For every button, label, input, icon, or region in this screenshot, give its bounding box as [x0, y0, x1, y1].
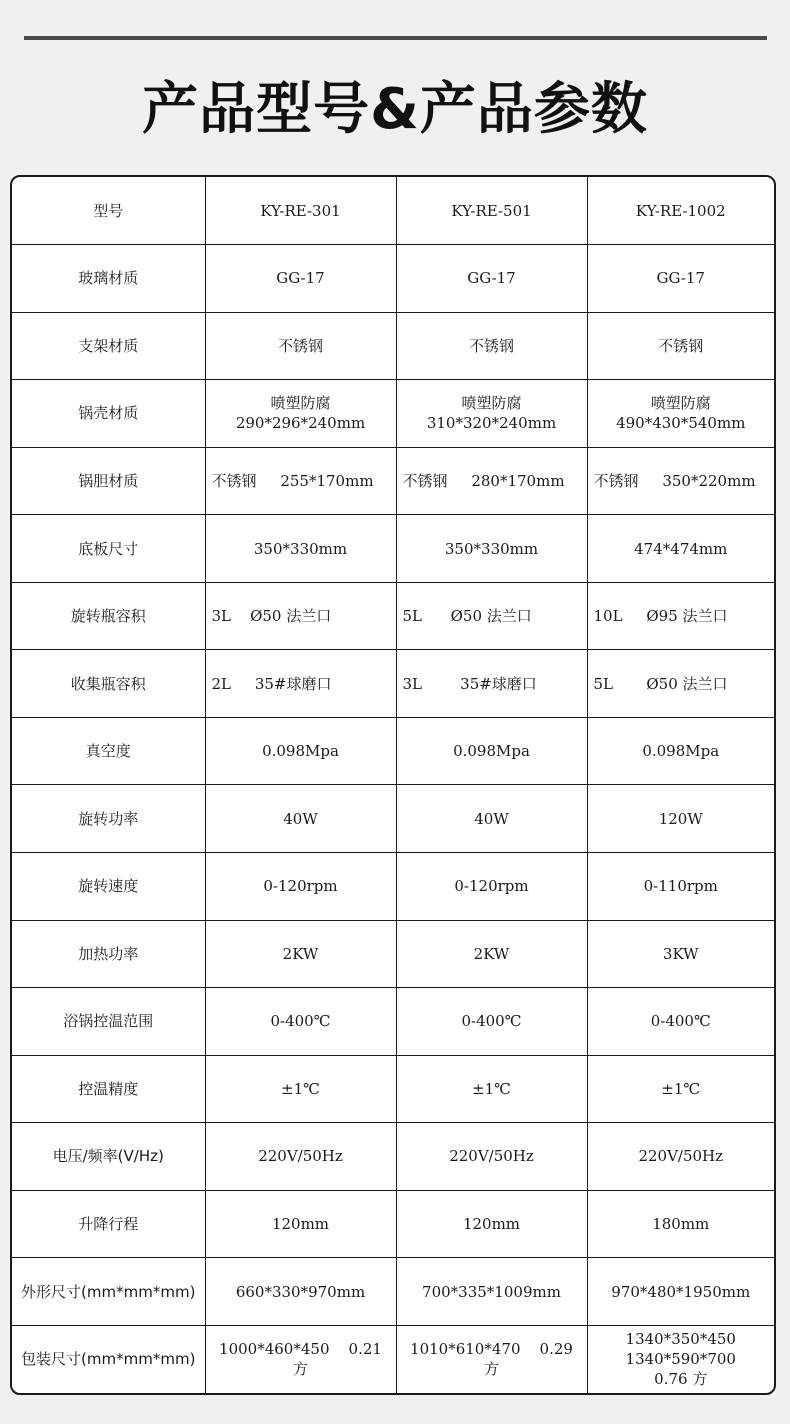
table-row — [12, 988, 774, 1056]
table-cell: 120W — [587, 785, 774, 853]
table-cell: 0.098Mpa — [205, 717, 396, 785]
table-row — [12, 785, 774, 853]
table-cell: 220V/50Hz — [205, 1123, 396, 1191]
table-cell: 2KW — [205, 920, 396, 988]
spec-table-body — [12, 177, 774, 1393]
table-row — [12, 515, 774, 583]
row-label: 包装尺寸(mm*mm*mm) — [12, 1325, 205, 1393]
row-label: 型号 — [12, 177, 205, 245]
cell-line: 490*430*540mm — [616, 414, 746, 433]
table-cell: 不锈钢 280*170mm — [396, 447, 587, 515]
table-cell: 0.098Mpa — [587, 717, 774, 785]
table-cell: 0.098Mpa — [396, 717, 587, 785]
table-cell: 0-120rpm — [396, 852, 587, 920]
table-row — [12, 717, 774, 785]
table-cell: 不锈钢 350*220mm — [587, 447, 774, 515]
table-row — [12, 177, 774, 245]
cell-line: 1340*350*450 — [625, 1330, 736, 1349]
table-row — [12, 1325, 774, 1393]
row-label: 玻璃材质 — [12, 245, 205, 313]
table-cell: GG-17 — [396, 245, 587, 313]
table-row — [12, 1190, 774, 1258]
table-cell: 474*474mm — [587, 515, 774, 583]
table-cell — [396, 1325, 587, 1393]
table-row — [12, 582, 774, 650]
table-cell: GG-17 — [205, 245, 396, 313]
row-label: 控温精度 — [12, 1055, 205, 1123]
row-label: 锅壳材质 — [12, 380, 205, 448]
cell-line: 310*320*240mm — [426, 414, 557, 433]
spec-table — [12, 177, 774, 1393]
spec-table-frame — [10, 175, 776, 1395]
row-label: 电压/频率(V/Hz) — [12, 1123, 205, 1191]
table-cell: 350*330mm — [396, 515, 587, 583]
row-label: 加热功率 — [12, 920, 205, 988]
cell-line: 喷塑防腐 — [270, 394, 331, 413]
table-row — [12, 447, 774, 515]
table-cell: 120mm — [205, 1190, 396, 1258]
table-cell: ±1℃ — [205, 1055, 396, 1123]
table-cell: ±1℃ — [587, 1055, 774, 1123]
table-cell: 3KW — [587, 920, 774, 988]
table-row — [12, 1055, 774, 1123]
table-cell: 2L 35#球磨口 — [205, 650, 396, 718]
table-cell: 0-110rpm — [587, 852, 774, 920]
cell-line: 方 — [483, 1360, 499, 1379]
table-row — [12, 1258, 774, 1326]
table-row — [12, 380, 774, 448]
table-cell: 220V/50Hz — [396, 1123, 587, 1191]
table-cell: 不锈钢 — [205, 312, 396, 380]
table-cell — [587, 1325, 774, 1393]
row-label: 真空度 — [12, 717, 205, 785]
table-cell: 10L Ø95 法兰口 — [587, 582, 774, 650]
row-label: 浴锅控温范围 — [12, 988, 205, 1056]
table-cell: 40W — [396, 785, 587, 853]
table-row — [12, 1123, 774, 1191]
row-label: 底板尺寸 — [12, 515, 205, 583]
table-cell — [396, 380, 587, 448]
table-cell: 不锈钢 255*170mm — [205, 447, 396, 515]
table-cell: 970*480*1950mm — [587, 1258, 774, 1326]
table-row — [12, 312, 774, 380]
table-cell: 2KW — [396, 920, 587, 988]
table-row — [12, 852, 774, 920]
table-cell: 5L Ø50 法兰口 — [396, 582, 587, 650]
cell-line: 1010*610*470 0.29 — [410, 1340, 573, 1359]
table-cell: 0-400℃ — [396, 988, 587, 1056]
cell-line: 1340*590*700 — [625, 1350, 736, 1369]
cell-line: 290*296*240mm — [235, 414, 366, 433]
row-label: 收集瓶容积 — [12, 650, 205, 718]
table-cell: 不锈钢 — [396, 312, 587, 380]
table-row — [12, 920, 774, 988]
row-label: 外形尺寸(mm*mm*mm) — [12, 1258, 205, 1326]
cell-line: 喷塑防腐 — [650, 394, 711, 413]
table-cell: KY-RE-301 — [205, 177, 396, 245]
table-cell: 0-400℃ — [587, 988, 774, 1056]
table-cell — [587, 380, 774, 448]
table-cell: 5L Ø50 法兰口 — [587, 650, 774, 718]
table-cell: 220V/50Hz — [587, 1123, 774, 1191]
table-cell: 660*330*970mm — [205, 1258, 396, 1326]
cell-line: 0.76 方 — [654, 1370, 708, 1389]
table-cell: 40W — [205, 785, 396, 853]
table-cell: 不锈钢 — [587, 312, 774, 380]
row-label: 旋转功率 — [12, 785, 205, 853]
table-cell: 180mm — [587, 1190, 774, 1258]
table-cell: KY-RE-1002 — [587, 177, 774, 245]
row-label: 锅胆材质 — [12, 447, 205, 515]
table-cell: 700*335*1009mm — [396, 1258, 587, 1326]
table-cell: 3L Ø50 法兰口 — [205, 582, 396, 650]
table-row — [12, 245, 774, 313]
page-title: 产品型号&产品参数 — [142, 77, 648, 142]
table-cell: ±1℃ — [396, 1055, 587, 1123]
table-cell: 120mm — [396, 1190, 587, 1258]
row-label: 旋转速度 — [12, 852, 205, 920]
row-label: 支架材质 — [12, 312, 205, 380]
table-cell — [205, 1325, 396, 1393]
table-row — [12, 650, 774, 718]
table-cell: 0-120rpm — [205, 852, 396, 920]
table-cell: KY-RE-501 — [396, 177, 587, 245]
table-cell: 3L 35#球磨口 — [396, 650, 587, 718]
table-cell: 350*330mm — [205, 515, 396, 583]
table-cell: GG-17 — [587, 245, 774, 313]
row-label: 升降行程 — [12, 1190, 205, 1258]
table-cell — [205, 380, 396, 448]
cell-line: 方 — [292, 1360, 308, 1379]
table-cell: 0-400℃ — [205, 988, 396, 1056]
cell-line: 喷塑防腐 — [461, 394, 522, 413]
top-divider — [24, 36, 767, 40]
cell-line: 1000*460*450 0.21 — [219, 1340, 382, 1359]
row-label: 旋转瓶容积 — [12, 582, 205, 650]
